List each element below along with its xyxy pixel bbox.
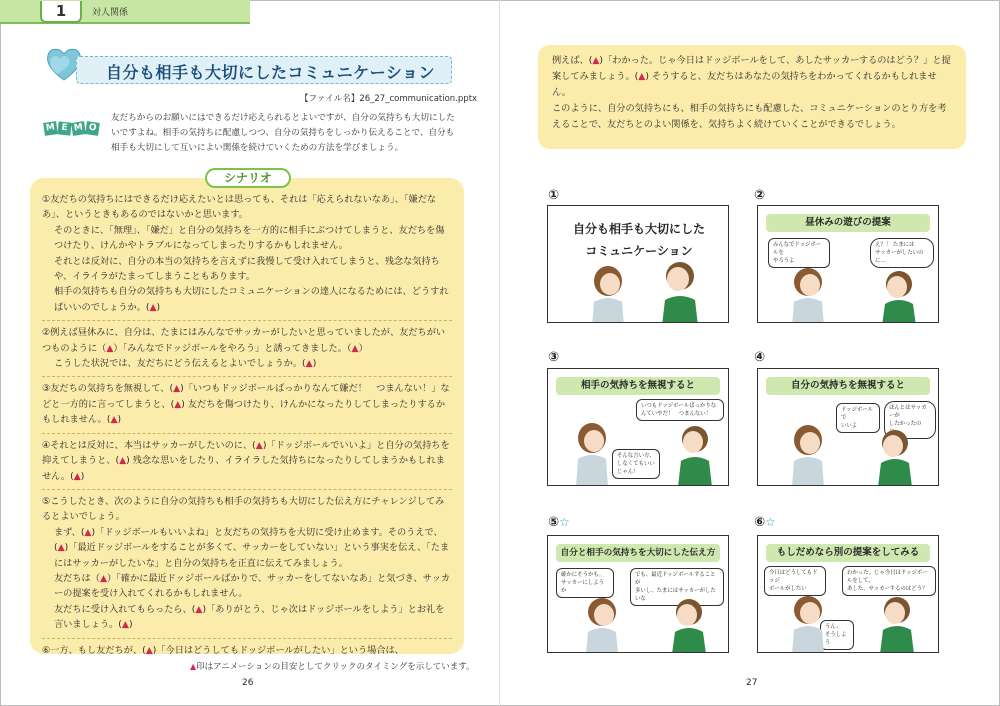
panel-banner: もしだめなら別の提案をしてみる — [766, 544, 930, 562]
panel-number — [754, 515, 776, 530]
speech-bubble: でも、最近ドッジボールすることが 多いし、たまにはサッカーがしたいな — [630, 568, 724, 606]
page-number-left: 26 — [242, 678, 254, 688]
conclusion-text: このように、自分の気持ちにも、相手の気持ちにも配慮した、コミュニケーションのとり方を考えることで、友だちとのよい関係を、気持ちよく続けていくことができるでしょう。 — [552, 103, 947, 130]
scenario-paragraph-2 — [42, 325, 452, 373]
paragraph-text: 相手の気持ちも自分の気持ちも大切にしたコミュニケーションの達人になるためには、どうすればいいのでしょうか。(▲) — [54, 286, 449, 313]
panel-title — [548, 218, 729, 262]
slide-panel-6 — [757, 535, 939, 653]
conclusion-box — [538, 45, 966, 149]
scenario-paragraph-3 — [42, 381, 452, 429]
paragraph-text: こうした状況では、友だちにどう伝えるとよいでしょうか。(▲) — [54, 358, 317, 370]
scenario-paragraph-1 — [42, 192, 452, 317]
speech-bubble: わかった。じゃ今日はドッジボールをして、 あした、サッカーするのはどう？ — [842, 566, 936, 596]
panel-number-label: ⑤ — [548, 515, 560, 530]
memo-letter: E — [57, 121, 71, 135]
page-number-right: 27 — [746, 678, 758, 688]
slide-panel-4 — [757, 368, 939, 486]
paragraph-text: ④それとは反対に、本当はサッカーがしたいのに、(▲)「ドッジボールでいいよ」と自分の気持ちを抑えてしまうと、(▲) 残念な思いをしたり、イライラした気持ちになったりしてしまうかもしれません。(▲) — [42, 439, 450, 482]
speech-bubble: 確かにそうかも。 サッカーにしようか — [556, 568, 614, 598]
scenario-paragraph-4 — [42, 438, 452, 486]
speech-bubble: いつもドッジボールばっかりな んていやだ！ つまんない！ — [636, 399, 724, 421]
memo-letter: M — [71, 121, 86, 136]
memo-letter: O — [85, 121, 100, 136]
panel-banner: 相手の気持ちを無視すると — [556, 377, 720, 395]
boy-illustration — [668, 596, 710, 653]
memo-letter: M — [43, 121, 58, 136]
paragraph-text: 友だちに受け入れてもらったら、(▲)「ありがとう、じゃ次はドッジボールをしよう」とお礼を言いましょう。(▲) — [54, 603, 445, 631]
scenario-label: シナリオ — [205, 168, 291, 188]
scenario-paragraph-6 — [42, 643, 452, 660]
chapter-label: 対人関係 — [92, 8, 129, 18]
dashed-divider — [42, 376, 452, 377]
star-icon: ☆ — [765, 515, 776, 529]
dashed-divider — [42, 489, 452, 490]
panel-number — [548, 515, 570, 530]
scenario-paragraph-5 — [42, 494, 452, 635]
memo-text: 友だちからのお願いにはできるだけ応えられるとよいですが、自分の気持ちも大切にしたいですよね。相手の気持ちに配慮しつつ、自分の気持ちをしっかり伝えることで、自分も相手も大切にして互いによい関係を続けていくための方法を学びましょう。 — [111, 113, 455, 153]
panel-number — [548, 350, 559, 365]
girl-illustration — [588, 264, 628, 323]
panel-banner: 自分の気持ちを無視すると — [766, 377, 930, 395]
paragraph-text: そのときに、「無理」、「嫌だ」と自分の気持ちを一方的に相手にぶつけてしまうと、友だちを傷つけたり、けんかやトラブルになってしまったりするかもしれません。 — [54, 224, 445, 252]
paragraph-text: ③友だちの気持ちを無視して、(▲)「いつもドッジボールばっかりなんて嫌だ！ つまんない！」などと一方的に言ってしまうと、(▲) 友だちを傷つけたり、けんかになったりしてしまったりするかもしれません。(▲) — [42, 383, 450, 426]
panel-number-label: ⑥ — [754, 515, 766, 530]
chapter-number: 1 — [40, 1, 82, 23]
girl-illustration — [572, 421, 612, 486]
girl-illustration — [582, 596, 622, 653]
panel-number-label: ① — [548, 188, 560, 203]
girl-illustration — [788, 266, 828, 323]
footnote — [190, 660, 475, 672]
star-icon: ☆ — [559, 515, 570, 529]
paragraph-text: ⑥一方、もし友だちが、(▲)「今日はどうしてもドッジボールがしたい」という場合は、 — [42, 644, 404, 656]
speech-bubble: そんな言い方、 しなくてもいい じゃん！ — [612, 449, 660, 479]
slide-panel-5 — [547, 535, 729, 653]
triangle-icon: ▲ — [190, 662, 197, 671]
footnote-text: 印はアニメーションの目安としてクリックのタイミングを示しています。 — [196, 662, 475, 672]
panel-number — [754, 350, 765, 365]
panel-number-label: ③ — [548, 350, 560, 365]
conclusion-text: 例えば、(▲)「わかった。じゃ今日はドッジボールをして、あしたサッカーするのはどう？」と提案してみましょう。(▲) そうすると、友だちはあなたの気持ちをわかってくれるかもしれません。 — [552, 55, 951, 98]
panel-title-line: 自分も相手も大切にした — [572, 222, 705, 236]
boy-illustration — [878, 268, 920, 323]
speech-bubble: 今日はどうしてもドッジ ボールがしたい — [764, 566, 826, 596]
slide-panel-3 — [547, 368, 729, 486]
memo-logo — [44, 115, 100, 133]
panel-number-label: ② — [754, 188, 766, 203]
speech-bubble: うん、 そうしよう — [820, 620, 854, 650]
dashed-divider — [42, 320, 452, 321]
scenario-box — [30, 178, 464, 654]
slide-panel-1 — [547, 205, 729, 323]
panel-number-label: ④ — [754, 350, 766, 365]
paragraph-text: 友だちは（▲）「確かに最近ドッジボールばかりで、サッカーをしてないなあ」と気づき、サッカーの提案を受け入れてくれるかもしれません。 — [54, 572, 451, 600]
boy-illustration — [874, 427, 916, 486]
speech-bubble: ドッジボールで いいよ — [836, 403, 880, 433]
paragraph-text: ②例えば昼休みに、自分は、たまにはみんなでサッカーがしたいと思っていましたが、友だちがいつものように（▲）「みんなでドッジボールをやろう」と誘ってきました。（▲） — [42, 327, 446, 354]
thought-bubble: ほんとはサッカーが したかったの — [884, 401, 936, 439]
boy-illustration — [674, 423, 716, 486]
girl-illustration — [788, 594, 828, 653]
thought-bubble: え？！ たまには サッカーがしたいのに… — [870, 238, 934, 268]
panel-banner: 自分と相手の気持ちを大切にした伝え方 — [556, 544, 720, 562]
paragraph-text: ①友だちの気持ちにはできるだけ応えたいとは思っても、それは「応えられないなあ」、「嫌だなあ」、というときもあるのではないかと思います。 — [42, 194, 437, 221]
file-name: 【ファイル名】26_27_communication.pptx — [300, 94, 478, 104]
girl-illustration — [788, 423, 828, 486]
paragraph-text: まず、(▲)「ドッジボールもいいよね」と友だちの気持ちを大切に受け止めます。そのうえで、(▲)「最近ドッジボールをすることが多くて、サッカーをしていない」という事実を伝え、「たまにはサッカーがしたいな」と自分の気持ちを正直に伝えてみましょう。 — [54, 526, 450, 569]
dashed-divider — [42, 433, 452, 434]
panel-number — [754, 188, 765, 203]
page-title: 自分も相手も大切にしたコミュニケーション — [106, 63, 436, 82]
panel-title-line: コミュニケーション — [585, 244, 693, 258]
panel-banner: 昼休みの遊びの提案 — [766, 214, 930, 232]
speech-bubble: みんなでドッジボールを やろうよ — [768, 238, 830, 268]
panel-number — [548, 188, 559, 203]
dashed-divider — [42, 638, 452, 639]
boy-illustration — [876, 594, 918, 653]
boy-illustration — [658, 258, 702, 323]
slide-panel-2 — [757, 205, 939, 323]
paragraph-text: ⑤こうしたとき、次のように自分の気持ちも相手の気持ちも大切にした伝え方にチャレンジしてみるとよいでしょう。 — [42, 495, 445, 523]
page-gutter — [499, 0, 500, 706]
paragraph-text: それとは反対に、自分の本当の気持ちを言えずに我慢して受け入れてしまうと、残念な気持ちや、イライラがたまってしまうこともあります。 — [54, 255, 440, 283]
